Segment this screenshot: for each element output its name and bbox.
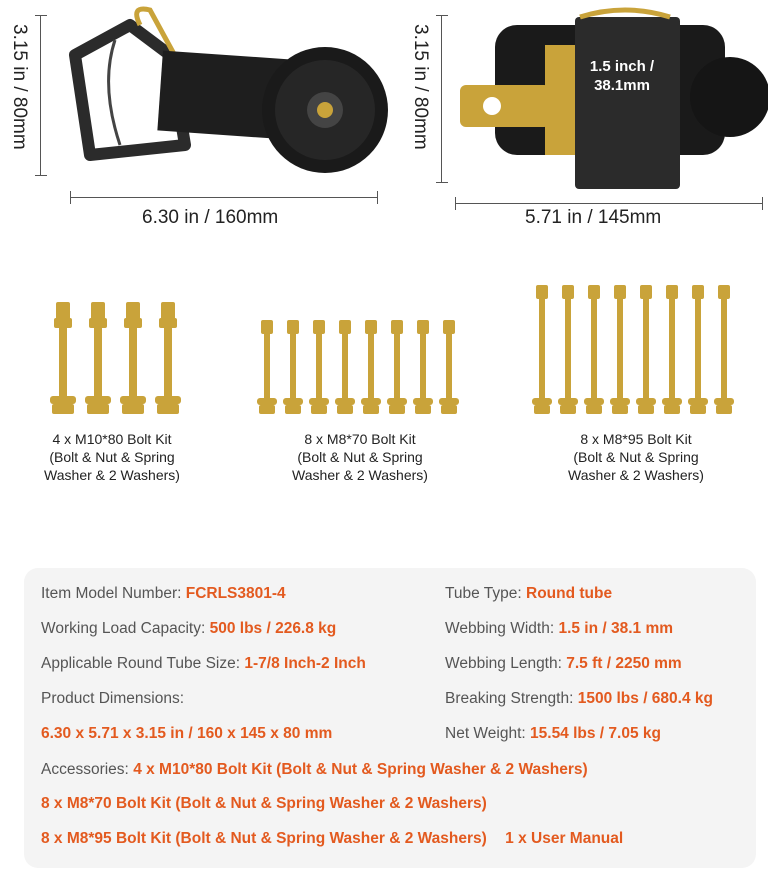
bolt-kit-m10-80-caption xyxy=(30,430,194,484)
right-height-tick-bottom xyxy=(436,182,448,183)
right-width-line xyxy=(455,203,763,204)
m8-95-bolts-image xyxy=(530,283,745,418)
spec-product-dim-value: 6.30 x 5.71 x 3.15 in / 160 x 145 x 80 mm xyxy=(41,725,333,742)
spec-webbing-width-value: 1.5 in / 38.1 mm xyxy=(558,620,674,637)
spec-breaking-value: 1500 lbs / 680.4 kg xyxy=(577,690,713,707)
m10-80-bolts-image xyxy=(42,300,182,418)
specs-panel xyxy=(24,568,756,868)
spec-accessories-4: 1 x User Manual xyxy=(505,830,624,847)
bolt-kit-m8-95-caption xyxy=(553,430,719,484)
spec-model-label: Item Model Number: xyxy=(41,585,182,602)
bolt-kit-m8-95-line3: Washer & 2 Washers) xyxy=(568,467,704,483)
left-height-tick-bottom xyxy=(35,175,47,176)
spec-tube-type-row xyxy=(445,585,612,603)
spec-webbing-width-label: Webbing Width: xyxy=(445,620,555,637)
bolt-kit-m8-95-line2: (Bolt & Nut & Spring xyxy=(573,449,699,465)
spec-load-value: 500 lbs / 226.8 kg xyxy=(209,620,337,637)
left-height-label: 3.15 in / 80mm xyxy=(9,24,30,150)
right-height-line xyxy=(441,15,442,182)
spec-breaking-label: Breaking Strength: xyxy=(445,690,574,707)
spec-weight-row xyxy=(445,725,661,743)
spec-accessories-1: 4 x M10*80 Bolt Kit (Bolt & Nut & Spring Washer & 2 Washers) xyxy=(133,761,588,778)
bolt-kit-m8-70-line2: (Bolt & Nut & Spring xyxy=(297,449,423,465)
bolt-kit-m8-95-line1: 8 x M8*95 Bolt Kit xyxy=(580,431,692,447)
spec-tube-size-row xyxy=(41,655,366,673)
spec-load-label: Working Load Capacity: xyxy=(41,620,206,637)
webbing-callout-label: 1.5 inch / 38.1mm xyxy=(589,58,655,94)
spec-weight-value: 15.54 lbs / 7.05 kg xyxy=(530,725,661,742)
ratchet-strap-image xyxy=(60,5,390,185)
spec-weight-label: Net Weight: xyxy=(445,725,526,742)
spec-accessories-3: 8 x M8*95 Bolt Kit (Bolt & Nut & Spring Washer & 2 Washers) xyxy=(41,830,487,847)
right-height-tick-top xyxy=(436,15,448,16)
spec-model-row xyxy=(41,585,286,603)
spec-model-value: FCRLS3801-4 xyxy=(185,585,286,602)
spec-tube-size-value: 1-7/8 Inch-2 Inch xyxy=(244,655,366,672)
spec-tube-type-value: Round tube xyxy=(526,585,613,602)
spec-accessories-2: 8 x M8*70 Bolt Kit (Bolt & Nut & Spring Washer & 2 Washers) xyxy=(41,795,487,812)
spec-tube-type-label: Tube Type: xyxy=(445,585,522,602)
right-width-tick-right xyxy=(762,197,763,210)
spec-tube-size-label: Applicable Round Tube Size: xyxy=(41,655,241,672)
spec-accessories-label: Accessories: xyxy=(41,761,129,778)
spec-load-row xyxy=(41,620,336,638)
right-height-label: 3.15 in / 80mm xyxy=(410,24,431,150)
m8-70-bolts-image xyxy=(255,318,465,418)
left-height-tick-top xyxy=(35,15,47,16)
left-height-line xyxy=(40,15,41,175)
spec-breaking-row xyxy=(445,690,713,708)
bolt-kit-m10-80-line3: Washer & 2 Washers) xyxy=(44,467,180,483)
right-width-tick-left xyxy=(455,197,456,210)
spec-accessories-row xyxy=(41,761,588,779)
spec-webbing-width-row xyxy=(445,620,673,638)
spec-webbing-length-row xyxy=(445,655,682,673)
winch-body-image xyxy=(450,5,768,190)
bolt-kit-m8-70-line3: Washer & 2 Washers) xyxy=(292,467,428,483)
bolt-kit-m10-80-line1: 4 x M10*80 Bolt Kit xyxy=(52,431,172,447)
right-width-label: 5.71 in / 145mm xyxy=(525,207,662,228)
left-width-tick-right xyxy=(377,191,378,204)
left-width-label: 6.30 in / 160mm xyxy=(142,207,279,228)
left-width-tick-left xyxy=(70,191,71,204)
spec-webbing-length-label: Webbing Length: xyxy=(445,655,562,672)
bolt-kit-m8-70-caption xyxy=(278,430,442,484)
spec-webbing-length-value: 7.5 ft / 2250 mm xyxy=(566,655,682,672)
left-width-line xyxy=(70,197,378,198)
bolt-kit-m8-70-line1: 8 x M8*70 Bolt Kit xyxy=(304,431,416,447)
spec-accessories-row-3 xyxy=(41,830,623,848)
spec-product-dim-label: Product Dimensions: xyxy=(41,690,185,707)
bolt-kit-m10-80-line2: (Bolt & Nut & Spring xyxy=(49,449,175,465)
